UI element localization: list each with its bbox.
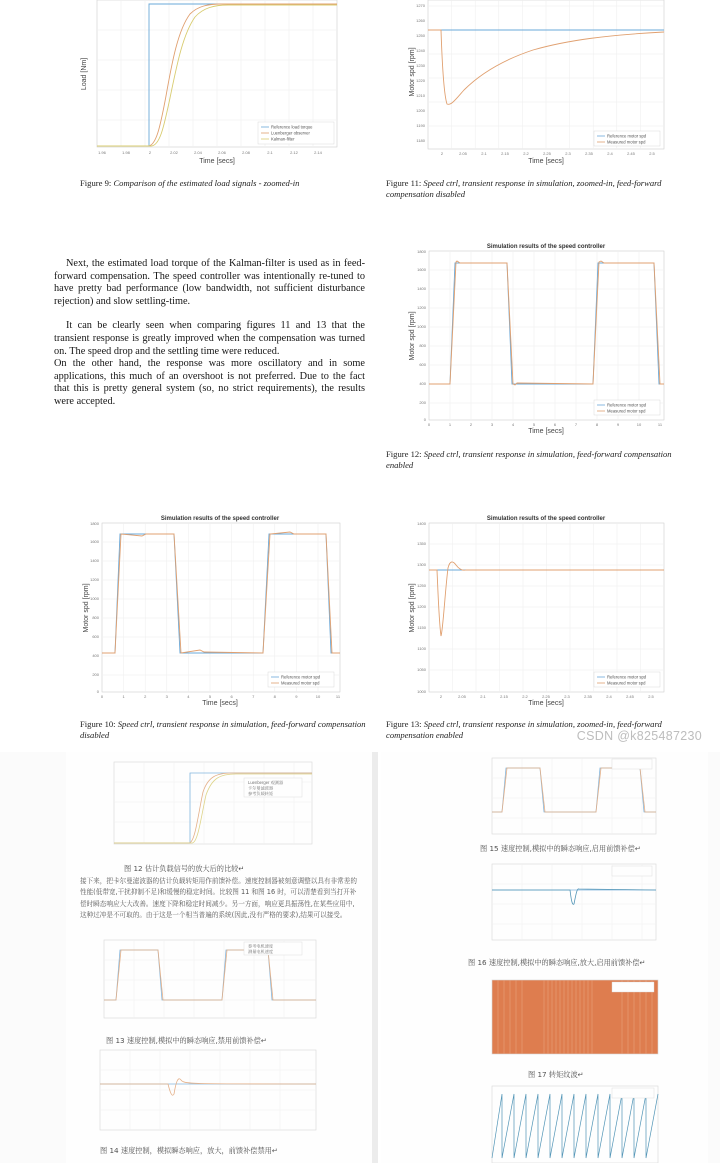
cn-body-paragraph	[80, 876, 360, 921]
fig9-legend-entry: Luenberger observer	[271, 130, 310, 136]
body-paragraph-3: On the other hand, the response was more oscillatory and in some applications, this much of an overshoot is not preferred. Due to the fact that this is pretty general system (so, no strict requirements), the results were accepted.	[54, 358, 365, 407]
body-paragraph-1: Next, the estimated load torque of the Kalman-filter is used as in feed-forward compensation. The speed controller was intentionally re-tuned to have pretty bad performance (low bandwidth, not sufficient disturbance rejection) and slow settling-time.	[54, 258, 365, 307]
fig12-xtick: 5	[532, 422, 536, 427]
fig11-ytick: 1240	[416, 48, 425, 53]
fig13-xtick: 2.1	[480, 694, 486, 699]
fig9-xtick: 2.04	[194, 150, 202, 155]
fig11-xtick: 2.1	[481, 151, 487, 156]
cn-figure-12-plot	[102, 760, 322, 860]
fig9-xtick: 1.96	[98, 150, 106, 155]
cn-figure-14-plot	[90, 1048, 326, 1140]
figure-9-label: Figure 9:	[80, 178, 112, 188]
translated-document-section	[0, 752, 720, 1163]
fig11-xtick: 2	[440, 151, 444, 156]
fig12-xtick: 11	[657, 422, 663, 427]
fig13-ytick: 1050	[417, 667, 426, 672]
figure-9-caption-text: Comparison of the estimated load signals - zoomed-in	[113, 178, 300, 188]
fig11-legend-entry: Reference motor spd	[607, 133, 647, 139]
fig10-ytick: 1800	[90, 521, 99, 526]
fig11-ytick: 1220	[416, 78, 425, 83]
fig13-ytick: 1350	[417, 541, 426, 546]
cn-paragraph: 接下来，把卡尔曼滤波器的估计负载转矩用作前馈补偿。速度控制器被刻意调整以具有非常差的性能(低带宽,干扰抑制不足)和缓慢的稳定时间。比较图 11 和图 16 时，可以清楚看到当打开补偿时瞬态响应大大改善。速度下降和稳定时间减少。另一方面，响应更具振荡性,在某些应用中,这种过冲是不可取的。由于这是一个相当普遍的系统(因此,没有严格的要求),结果可以接受。	[80, 877, 357, 919]
fig13-xlabel: Time [secs]	[528, 700, 564, 707]
fig12-ytick: 1000	[417, 324, 426, 329]
fig11-xtick: 2.3	[565, 151, 571, 156]
fig11-xtick: 2.15	[501, 151, 509, 156]
fig11-xlabel: Time [secs]	[528, 158, 564, 165]
figure-11-plot	[408, 0, 672, 168]
fig12-ytick: 800	[419, 343, 426, 348]
fig9-xtick: 2.06	[218, 150, 226, 155]
fig11-ytick: 1190	[416, 123, 425, 128]
figure-13-label: Figure 13:	[386, 719, 422, 729]
fig9-xtick: 2.1	[267, 150, 273, 155]
cn-figure-17-plot	[482, 976, 662, 1068]
figure-10-caption	[80, 719, 370, 741]
fig13-legend-entry: Reference motor spd	[607, 674, 647, 680]
fig12-xtick: 1	[448, 422, 452, 427]
fig9-xtick: 2.12	[290, 150, 298, 155]
fig11-xtick: 2.4	[607, 151, 613, 156]
body-text-column	[54, 258, 365, 409]
fig9-legend	[258, 122, 334, 144]
figure-13-caption-text: Speed ctrl, transient response in simulation, zoomed-in, feed-forward compensation enabled	[386, 719, 662, 740]
fig10-xtick: 6	[230, 694, 233, 699]
fig10-xtick: 5	[208, 694, 212, 699]
cn-fig12-legend-entry: 参考负载转矩	[248, 791, 274, 796]
fig10-xtick: 1	[122, 694, 125, 699]
fig12-xtick: 6	[553, 422, 557, 427]
fig10-ytick: 1000	[90, 596, 99, 601]
cn-figure-17-caption: 图 17 转矩纹波↵	[528, 1070, 584, 1079]
fig11-ytick: 1230	[416, 63, 425, 68]
fig10-xtick: 9	[295, 694, 298, 699]
fig13-ylabel: Motor spd [rpm]	[409, 583, 416, 633]
fig10-ytick: 400	[92, 653, 99, 658]
fig10-xtick: 4	[187, 694, 190, 699]
fig11-xtick: 2.5	[649, 151, 655, 156]
fig13-xtick: 2.5	[648, 694, 654, 699]
fig12-xtick: 8	[595, 422, 599, 427]
fig13-xtick: 2	[439, 694, 443, 699]
fig10-ytick: 0	[96, 689, 99, 694]
fig11-ytick: 1250	[416, 33, 425, 38]
fig11-ylabel: Motor spd [rpm]	[409, 47, 416, 97]
figure-12-label: Figure 12:	[386, 449, 422, 459]
fig10-ytick: 200	[92, 672, 99, 677]
cn-fig13-legend-entry: 参考电机速度	[248, 943, 274, 949]
fig11-xtick: 2.25	[543, 151, 551, 156]
fig13-ytick: 1300	[417, 562, 426, 567]
fig11-ytick: 1260	[416, 18, 425, 23]
fig13-ytick: 1200	[417, 604, 426, 609]
fig13-xtick: 2.45	[626, 694, 634, 699]
body-paragraph-2: It can be clearly seen when comparing figures 11 and 13 that the transient response is greatly improved when the compensation was turned on. The speed drop and the settling time were reduced.	[54, 320, 365, 357]
fig10-ytick: 1200	[90, 577, 99, 582]
fig11-xtick: 2.2	[523, 151, 529, 156]
fig12-legend	[594, 400, 660, 415]
fig12-xlabel: Time [secs]	[528, 428, 564, 435]
fig12-ytick: 400	[419, 381, 426, 386]
fig10-legend-entry: Reference motor spd	[281, 674, 321, 680]
fig9-xtick: 2.02	[170, 150, 178, 155]
fig11-xtick: 2.05	[459, 151, 467, 156]
fig13-ytick: 1000	[417, 689, 426, 694]
fig9-xtick: 2.14	[314, 150, 322, 155]
figure-11-label: Figure 11:	[386, 178, 422, 188]
fig10-xlabel: Time [secs]	[202, 700, 238, 707]
fig13-ytick: 1100	[417, 646, 426, 651]
fig12-ytick: 600	[419, 362, 426, 367]
figure-11-caption-text: Speed ctrl, transient response in simulation, zoomed-in, feed-forward compensation disabled	[386, 178, 662, 199]
fig10-xtick: 3	[165, 694, 168, 699]
translated-page-right	[378, 752, 708, 1163]
fig13-xtick: 2.2	[522, 694, 528, 699]
fig10-ylabel: Motor spd [rpm]	[83, 583, 90, 633]
fig13-xtick: 2.15	[500, 694, 508, 699]
cn-figure-15-caption: 图 15 速度控制,模拟中的瞬态响应,启用前馈补偿↵	[480, 844, 641, 853]
fig10-ytick: 1400	[90, 558, 99, 563]
cn-figure-16-plot	[482, 860, 662, 950]
figure-12-plot	[408, 240, 672, 438]
fig12-ytick: 200	[419, 400, 426, 405]
fig10-legend	[268, 672, 334, 687]
figure-12-caption	[386, 449, 698, 471]
fig12-xtick: 4	[511, 422, 515, 427]
cn-fig13-legend-entry: 测量电机速度	[248, 949, 274, 954]
fig11-ytick: 1200	[416, 108, 425, 113]
fig10-title: Simulation results of the speed controller	[160, 516, 280, 522]
fig10-ytick: 800	[92, 615, 99, 620]
cn-figure-14-caption: 图 14 速度控制，模拟瞬态响应，放大，前馈补偿禁用↵	[100, 1146, 278, 1155]
figure-12-caption-text: Speed ctrl, transient response in simulation, feed-forward compensation enabled	[386, 449, 672, 470]
fig9-legend-entry: Kalman-filter	[271, 136, 295, 142]
fig9-ylabel: Load [Nm]	[81, 57, 88, 91]
fig10-ytick: 1600	[90, 539, 99, 544]
fig11-ytick: 1210	[416, 93, 425, 98]
figure-13-plot	[408, 512, 672, 710]
fig13-xtick: 2.05	[458, 694, 466, 699]
fig12-ytick: 1800	[417, 249, 426, 254]
fig10-ytick: 600	[92, 634, 99, 639]
fig13-title: Simulation results of the speed controller	[486, 516, 606, 522]
fig10-xtick: 11	[335, 694, 341, 699]
figure-10-caption-text: Speed ctrl, transient response in simulation, feed-forward compensation disabled	[80, 719, 366, 740]
cn-figure-16-caption: 图 16 速度控制,模拟中的瞬态响应,放大,启用前馈补偿↵	[468, 958, 646, 967]
fig9-xtick: 1.98	[122, 150, 130, 155]
fig12-ytick: 0	[423, 417, 426, 422]
fig9-xtick: 2.08	[242, 150, 250, 155]
fig13-legend	[594, 672, 660, 687]
translated-page-left	[66, 752, 372, 1163]
fig13-xtick: 2.25	[542, 694, 550, 699]
fig12-xtick: 10	[636, 422, 642, 427]
fig12-legend-entry: Measured motor spd	[607, 408, 646, 414]
fig9-legend-entry: Reference load torque	[271, 124, 313, 130]
figure-10-plot	[82, 512, 352, 710]
fig11-legend	[594, 131, 660, 146]
cn-figure-15-plot	[482, 756, 662, 842]
fig13-ytick: 1250	[417, 583, 426, 588]
cn-figure-13-caption: 图 13 速度控制,模拟中的瞬态响应,禁用前馈补偿↵	[106, 1036, 267, 1045]
figure-11-caption	[386, 178, 698, 200]
cn-figure-12-caption: 图 12 估计负载信号的放大后的比较↵	[124, 864, 245, 873]
fig12-xtick: 2	[469, 422, 473, 427]
fig13-xtick: 2.4	[606, 694, 612, 699]
figure-10-label: Figure 10:	[80, 719, 116, 729]
cn-fig12-legend-entry: Luenberger 观测器	[248, 780, 284, 785]
fig12-ytick: 1200	[417, 305, 426, 310]
fig12-xtick: 0	[427, 422, 431, 427]
cn-figure-13-plot	[94, 938, 326, 1028]
fig12-title: Simulation results of the speed controller	[486, 244, 606, 250]
fig10-legend-entry: Measured motor spd	[281, 680, 320, 686]
fig11-ytick: 1270	[416, 3, 425, 8]
fig12-ylabel: Motor spd [rpm]	[409, 311, 416, 361]
fig9-xlabel: Time [secs]	[199, 158, 235, 165]
fig10-xtick: 10	[315, 694, 321, 699]
fig10-xtick: 0	[100, 694, 104, 699]
fig13-xtick: 2.3	[564, 694, 570, 699]
cn-figure-18-plot	[482, 1084, 662, 1163]
fig11-xtick: 2.45	[627, 151, 635, 156]
fig12-xtick: 9	[616, 422, 620, 427]
fig12-ytick: 1600	[417, 267, 426, 272]
fig13-ytick: 1400	[417, 521, 426, 526]
cn-fig12-legend-entry: 卡尔曼滤波器	[248, 785, 274, 791]
fig13-xtick: 2.35	[584, 694, 592, 699]
csdn-watermark: CSDN @k825487230	[576, 729, 702, 743]
fig12-xtick: 7	[574, 422, 578, 427]
fig10-xtick: 8	[273, 694, 276, 699]
fig11-legend-entry: Measured motor spd	[607, 139, 646, 145]
fig11-xtick: 2.35	[585, 151, 593, 156]
fig12-xtick: 3	[490, 422, 494, 427]
fig9-xtick: 2	[148, 150, 152, 155]
fig10-xtick: 2	[144, 694, 147, 699]
fig13-ytick: 1150	[417, 625, 426, 630]
fig12-legend-entry: Reference motor spd	[607, 402, 647, 408]
fig13-legend-entry: Measured motor spd	[607, 680, 646, 686]
fig12-ytick: 1400	[417, 286, 426, 291]
figure-9-plot	[82, 0, 344, 168]
fig10-xtick: 7	[252, 694, 255, 699]
figure-9-caption	[80, 178, 370, 189]
fig11-ytick: 1180	[416, 138, 425, 143]
